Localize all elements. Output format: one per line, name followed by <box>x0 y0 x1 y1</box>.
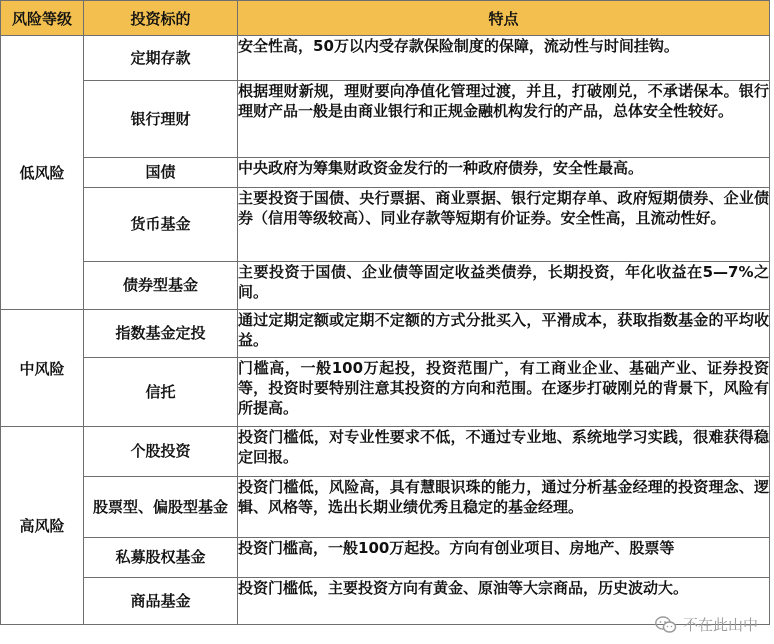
feature-cell: 主要投资于国债、企业债等固定收益类债券，长期投资，年化收益在5—7%之间。 <box>238 262 770 310</box>
watermark <box>655 614 758 635</box>
table-row <box>1 36 770 81</box>
feature-cell: 安全性高，50万以内受存款保险制度的保障，流动性与时间挂钩。 <box>238 36 770 81</box>
risk-level-medium: 中风险 <box>1 310 84 427</box>
target-cell: 银行理财 <box>84 81 238 158</box>
feature-cell: 投资门槛高，一般100万起投。方向有创业项目、房地产、股票等 <box>238 538 770 578</box>
table-row <box>1 188 770 262</box>
table-row <box>1 310 770 358</box>
risk-level-low: 低风险 <box>1 36 84 310</box>
table-row <box>1 477 770 538</box>
feature-cell: 通过定期定额或定期不定额的方式分批买入，平滑成本，获取指数基金的平均收益。 <box>238 310 770 358</box>
target-cell: 指数基金定投 <box>84 310 238 358</box>
wechat-icon <box>655 616 677 634</box>
feature-cell: 根据理财新规，理财要向净值化管理过渡，并且，打破刚兑，不承诺保本。银行理财产品一般是由商业银行和正规金融机构发行的产品，总体安全性较好。 <box>238 81 770 158</box>
header-features: 特点 <box>238 1 770 36</box>
table-row <box>1 427 770 477</box>
feature-cell: 中央政府为筹集财政资金发行的一种政府债券，安全性最高。 <box>238 158 770 188</box>
feature-cell: 投资门槛低，主要投资方向有黄金、原油等大宗商品，历史波动大。 <box>238 578 770 625</box>
target-cell: 商品基金 <box>84 578 238 625</box>
table-row <box>1 81 770 158</box>
table-row <box>1 358 770 427</box>
target-cell: 货币基金 <box>84 188 238 262</box>
table-row <box>1 538 770 578</box>
feature-cell: 门槛高，一般100万起投，投资范围广，有工商业企业、基础产业、证券投资等，投资时要特别注意其投资的方向和范围。在逐步打破刚兑的背景下，风险有所提高。 <box>238 358 770 427</box>
target-cell: 个股投资 <box>84 427 238 477</box>
header-risk-level: 风险等级 <box>1 1 84 36</box>
target-cell: 股票型、偏股型基金 <box>84 477 238 538</box>
target-cell: 国债 <box>84 158 238 188</box>
watermark-text: 不在此山中 <box>682 616 758 634</box>
header-investment-target: 投资标的 <box>84 1 238 36</box>
header-row <box>1 1 770 36</box>
target-cell: 债券型基金 <box>84 262 238 310</box>
target-cell: 信托 <box>84 358 238 427</box>
feature-cell: 主要投资于国债、央行票据、商业票据、银行定期存单、政府短期债券、企业债券（信用等级较高）、同业存款等短期有价证券。安全性高，且流动性好。 <box>238 188 770 262</box>
table-row <box>1 158 770 188</box>
target-cell: 定期存款 <box>84 36 238 81</box>
target-cell: 私募股权基金 <box>84 538 238 578</box>
risk-level-high: 高风险 <box>1 427 84 625</box>
table-row <box>1 262 770 310</box>
feature-cell: 投资门槛低，风险高，具有慧眼识珠的能力，通过分析基金经理的投资理念、逻辑、风格等，选出长期业绩优秀且稳定的基金经理。 <box>238 477 770 538</box>
feature-cell: 投资门槛低，对专业性要求不低，不通过专业地、系统地学习实践，很难获得稳定回报。 <box>238 427 770 477</box>
